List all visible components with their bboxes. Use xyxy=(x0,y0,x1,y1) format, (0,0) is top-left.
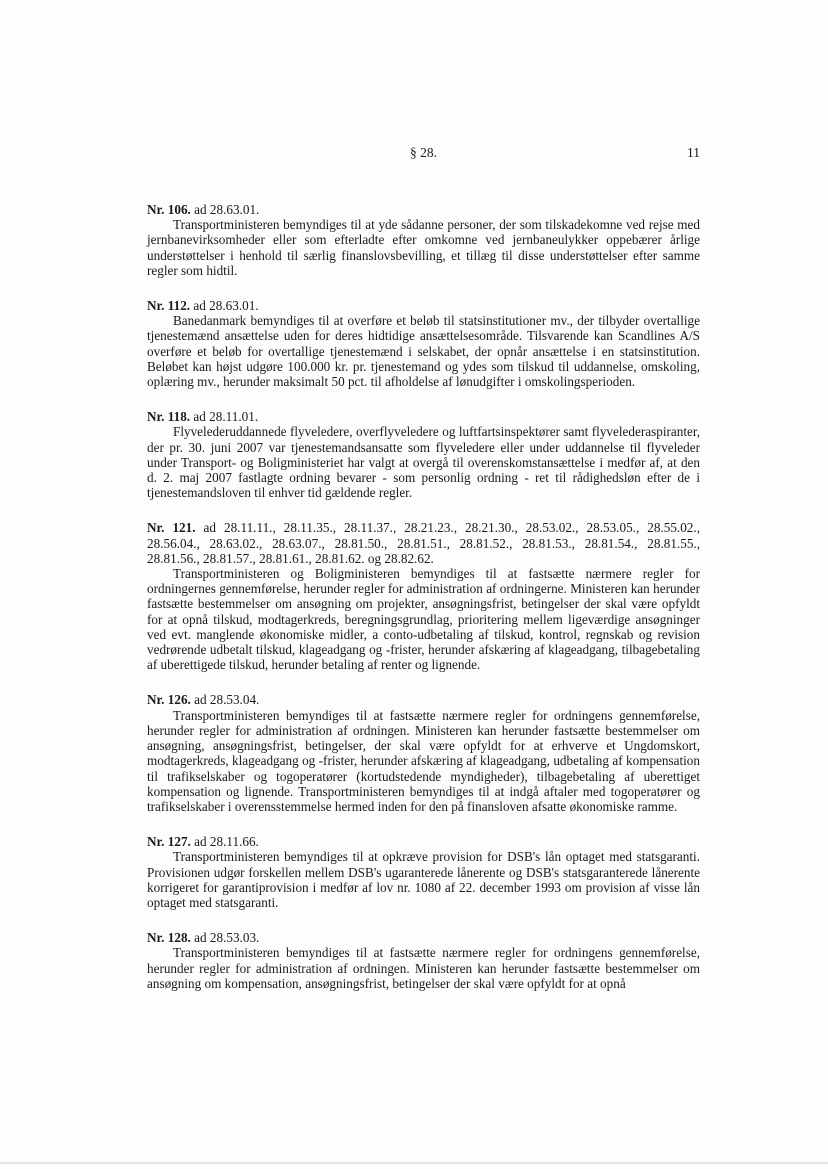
entry-reference: ad 28.63.01. xyxy=(193,298,259,314)
entry-heading xyxy=(147,409,700,424)
entry-reference: ad 28.53.04. xyxy=(194,692,260,708)
entry-heading xyxy=(147,834,700,849)
entry-reference: ad 28.11.11., 28.11.35., 28.11.37., 28.21.23., 28.21.30., 28.53.02., 28.53.05., 28.55.02., 28.56.04., 28.63.02., 28.63.07., 28.81.50., 28.81.51., 28.81.52., 28.81.53., 28.81.54., 28.81.55., 28.81.56., 28.81.57., 28.81.61., 28.81.62. og 28.82.62. xyxy=(147,520,700,566)
page-header xyxy=(147,145,700,163)
entry-heading xyxy=(147,520,700,566)
entry-text: Flyvelederuddannede flyveledere, overflyveledere og luftfartsinspektører samt flyvelederaspiranter, der pr. 30. juni 2007 var tjenestemandsansatte som flyveledere eller under uddannelse til flyveleder under Transport- og Boligministeriet har valgt at overgå til overenskomstansættelse i medfør af, at den d. 2. maj 2007 fastlagte ordning bevarer - som personlig ordning - ret til rådighedsløn efter de i tjenestemandsloven til enhver tid gældende regler. xyxy=(147,424,700,501)
entry-number: Nr. 118. xyxy=(147,409,191,425)
entry-112 xyxy=(147,298,700,389)
entry-heading xyxy=(147,202,700,217)
entry-number: Nr. 121. xyxy=(147,520,196,536)
entry-heading xyxy=(147,298,700,313)
entry-text: Transportministeren bemyndiges til at fastsætte nærmere regler for ordningens gennemførelse, herunder regler for administration af ordningen. Ministeren kan herunder fastsætte bestemmelser om ansøgning om kompensation, ansøgningsfrist, betingelser der skal være opfyldt for at opnå xyxy=(147,945,700,991)
entry-reference: ad 28.11.66. xyxy=(194,834,259,850)
entry-number: Nr. 128. xyxy=(147,930,191,946)
entry-text: Transportministeren bemyndiges til at opkræve provision for DSB's lån optaget med statsgaranti. Provisionen udgør forskellen mellem DSB's ugaranterede lånerente og DSB's statsgaranterede lånerente korrigeret for garantiprovision i medfør af lov nr. 1080 af 22. december 1993 om provision af visse lån optaget med statsgaranti. xyxy=(147,849,700,910)
page-number: 11 xyxy=(687,145,700,160)
entry-text: Banedanmark bemyndiges til at overføre et beløb til statsinstitutioner mv., der tilbyder overtallige tjenestemænd ansættelse uden for deres hidtidige ansættelsesområde. Tilsvarende kan Scandlines A/S overføre et beløb for overtallige tjenestemænd i selskabet, der opnår ansættelse i en statsinstitution. Beløbet kan højst udgøre 100.000 kr. pr. tjenestemand og ydes som tilskud til uddannelse, omskoling, oplæring mv., herunder maksimalt 50 pct. til afholdelse af lønudgifter i omskolingsperioden. xyxy=(147,313,700,390)
section-title: § 28. xyxy=(410,145,437,160)
scan-edge-divider xyxy=(0,1162,828,1164)
entry-number: Nr. 112. xyxy=(147,298,191,314)
entry-text: Transportministeren bemyndiges til at yde sådanne personer, der som tilskadekomne ved rejse med jernbanevirksomheder eller som efterladte efter omkomne ved jernbaneulykker oppebærer årlige understøttelser i henhold til særlig finanslovsbevilling, et tillæg til disse understøttelser efter samme regler som hidtil. xyxy=(147,217,700,278)
entry-106 xyxy=(147,202,700,278)
entry-number: Nr. 106. xyxy=(147,202,191,217)
entry-126 xyxy=(147,692,700,814)
entry-128 xyxy=(147,930,700,991)
entry-number: Nr. 127. xyxy=(147,834,191,850)
entry-reference: ad 28.11.01. xyxy=(193,409,259,425)
entry-number: Nr. 126. xyxy=(147,692,191,708)
entry-text: Transportministeren og Boligministeren bemyndiges til at fastsætte nærmere regler for ordningernes gennemførelse, herunder regler for administration af ordningerne. Ministeren kan herunder fastsætte bestemmelser om ansøgning om projekter, ansøgningsfrist, betingelser der skal være opfyldt for at opnå tilskud, modtagerkreds, beregningsgrundlag, prioritering mellem ligeværdige ansøgninger ved evt. manglende økonomiske midler, a conto-udbetaling af tilskud, kontrol, regnskab og revision vedrørende udbetalt tilskud, klageadgang og -frister, herunder afskæring af klageadgang, tilbagebetaling af uberettigede tilskud, herunder betaling af renter og lignende. xyxy=(147,566,700,673)
entry-reference: ad 28.53.03. xyxy=(194,930,260,946)
document-body xyxy=(147,202,700,1011)
entry-text: Transportministeren bemyndiges til at fastsætte nærmere regler for ordningens gennemførelse, herunder regler for administration af ordningen. Ministeren kan herunder fastsætte bestemmelser om ansøgning, ansøgningsfrist, betingelser, der skal være opfyldt for at erhverve et Ungdomskort, modtagerkreds, klageadgang og -frister, herunder afskæring af klageadgang, udbetaling af kompensation til trafikselskaber og togoperatører (kortudstedende myndigheder), tilbagebetaling af uberettiget kompensation og lignende. Transportministeren bemyndiges til at indgå aftaler med togoperatører og trafikselskaber i overensstemmelse hermed inden for den på finansloven afsatte økonomiske ramme. xyxy=(147,707,700,814)
entry-118 xyxy=(147,409,700,500)
entry-heading xyxy=(147,692,700,707)
entry-reference: ad 28.63.01. xyxy=(194,202,260,217)
entry-heading xyxy=(147,930,700,945)
entry-127 xyxy=(147,834,700,910)
entry-121 xyxy=(147,520,700,672)
